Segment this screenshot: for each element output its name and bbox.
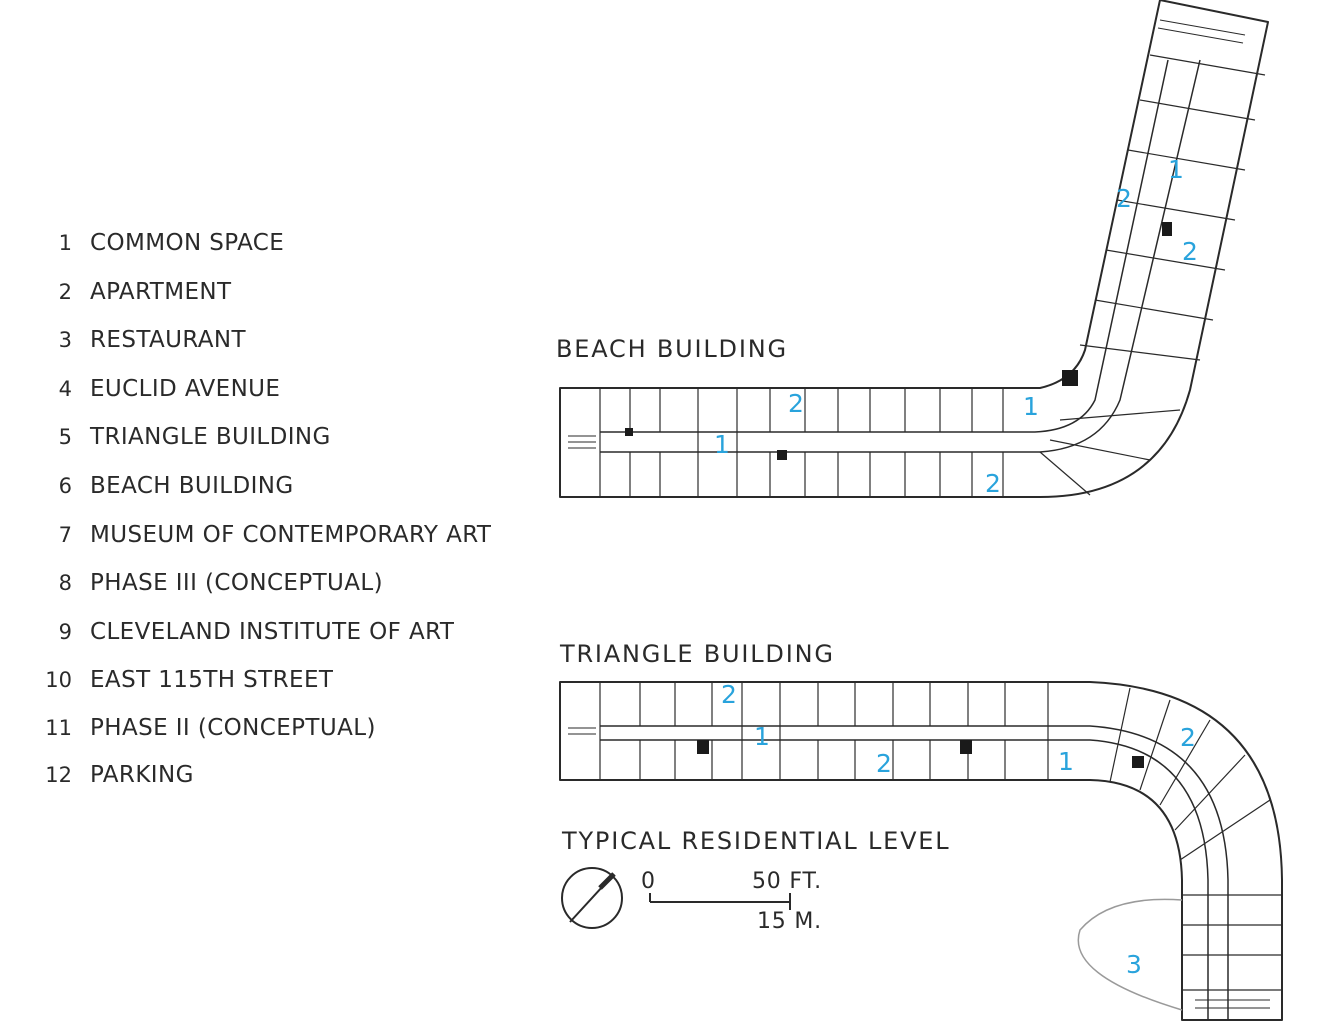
legend-item-number: 6: [58, 474, 72, 498]
legend-item: [40, 374, 280, 404]
legend-item: [40, 422, 331, 452]
triangle-common-space-tag-1: 1: [754, 722, 770, 751]
legend-item-label: COMMON SPACE: [90, 230, 285, 256]
beach-building-plan: [560, 0, 1268, 497]
legend-item: [40, 713, 376, 743]
triangle-apartment-tag-1: 2: [721, 680, 737, 709]
restaurant-tag: 3: [1126, 950, 1142, 979]
legend-item-label: PARKING: [90, 762, 194, 788]
legend-item: [40, 665, 333, 695]
legend-item: [40, 325, 246, 355]
scale-meters-label: 15 M.: [757, 909, 822, 934]
legend-item: [40, 228, 284, 258]
legend-item-number: 2: [58, 280, 72, 304]
legend-item-label: APARTMENT: [90, 279, 232, 305]
scale-zero-label: 0: [641, 869, 656, 894]
scale-feet-label: 50 FT.: [752, 869, 822, 894]
legend-item-label: EAST 115TH STREET: [90, 667, 334, 693]
legend-item-number: 3: [58, 328, 72, 352]
legend-item: [40, 471, 294, 501]
legend-item: [40, 520, 491, 550]
legend-item-label: RESTAURANT: [90, 327, 246, 353]
beach-apartment-tag-2: 2: [1182, 237, 1198, 266]
triangle-common-space-tag-2: 1: [1058, 747, 1074, 776]
beach-apartment-tag-1: 2: [1116, 184, 1132, 213]
triangle-apartment-tag-3: 2: [1180, 723, 1196, 752]
beach-common-space-tag-3: 1: [714, 430, 730, 459]
triangle-apartment-tag-2: 2: [876, 749, 892, 778]
legend-item: [40, 568, 383, 598]
legend-item-number: 10: [45, 668, 72, 692]
triangle-building-title: TRIANGLE BUILDING: [560, 640, 835, 668]
legend-item: [40, 277, 231, 307]
beach-apartment-tag-3: 2: [788, 389, 804, 418]
beach-apartment-tag-4: 2: [985, 469, 1001, 498]
scale-bar: [650, 893, 790, 910]
legend-item-label: EUCLID AVENUE: [90, 376, 281, 402]
legend-item-label: PHASE II (CONCEPTUAL): [90, 715, 376, 741]
legend-item-label: MUSEUM OF CONTEMPORARY ART: [90, 522, 492, 548]
legend-item-number: 11: [45, 716, 72, 740]
legend-item-label: PHASE III (CONCEPTUAL): [90, 570, 384, 596]
legend-item-label: TRIANGLE BUILDING: [90, 424, 331, 450]
beach-building-title: BEACH BUILDING: [556, 335, 788, 363]
legend-item-label: CLEVELAND INSTITUTE OF ART: [90, 619, 455, 645]
beach-common-space-tag-1: 1: [1168, 155, 1184, 184]
north-arrow-icon: [562, 868, 622, 928]
legend-item-number: 12: [45, 763, 72, 787]
legend-item-number: 8: [58, 571, 72, 595]
beach-common-space-tag-2: 1: [1023, 392, 1039, 421]
legend-item: [40, 760, 194, 790]
legend-item-number: 7: [58, 523, 72, 547]
legend-item-number: 5: [58, 425, 72, 449]
legend-item-number: 1: [58, 231, 72, 255]
legend-item-number: 9: [58, 620, 72, 644]
legend-item-number: 4: [58, 377, 72, 401]
typical-level-title: TYPICAL RESIDENTIAL LEVEL: [562, 827, 951, 855]
legend-item: [40, 617, 454, 647]
legend-item-label: BEACH BUILDING: [90, 473, 294, 499]
